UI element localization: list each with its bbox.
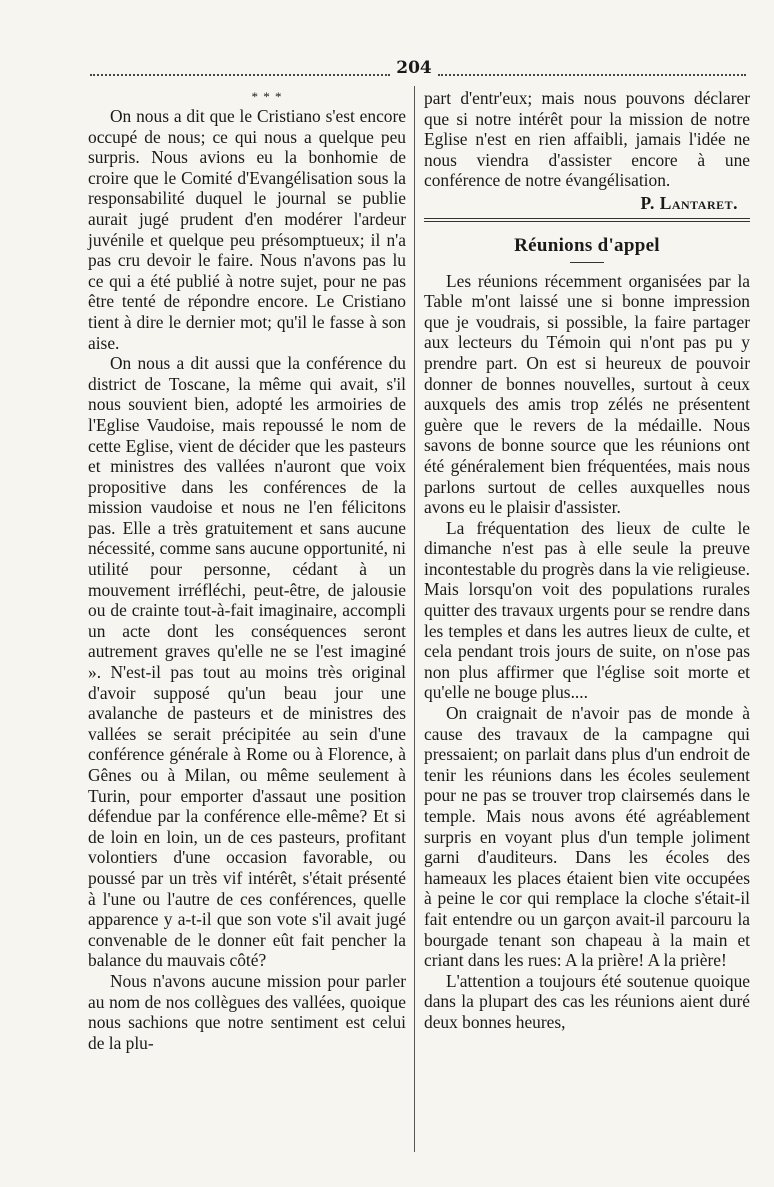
paragraph: On nous a dit aussi que la conférence du district de Toscane, la même qui avait, s'il nous souvient bien, adopté les armoiries de l'Eglise Vaudoise, mais repoussé le nom de cette Eglise, vient de décider que les pasteurs et ministres des vallées n'auront que voix propositive dans les conférences de la mission vaudoise et nous ne l'en félicitons pas. Elle a très gratuitement et sans aucune nécessité, comme sans aucune opportunité, ni utilité pour personne, cédant à un mouvement irréfléchi, peut-être, de jalousie ou de crainte tout-à-fait imaginaire, accompli un acte dont les conséquences seront autrement graves qu'elle ne se l'est imaginé ». N'est-il pas tout au moins très original d'avoir supposé qu'un beau jour une avalanche de pasteurs et de ministres des vallées se serait précipitée au sein d'une conférence générale à Rome ou à Florence, à Gênes ou à Milan, ou même seulement à Turin, pour emporter d'assaut une position défendue par la conférence elle-même? Et si de loin en loin, un de ces pasteurs, profitant volontiers d'une occasion favorable, ou poussé par un très vif intérêt, s'était présenté à l'une ou l'autre de ces conférences, quelle apparence y a-t-il que son vote s'il avait jugé convenable de le donner eût fait pencher la balance du mauvais côté? — [88, 353, 406, 971]
paragraph: L'attention a toujours été soutenue quoique dans la plupart des cas les réunions aient duré deux bonnes heures, — [424, 970, 750, 1032]
paragraph: La fréquentation des lieux de culte le dimanche n'est pas à elle seule la preuve incontestable du progrès dans la vie religieuse. Mais lorsqu'on voit des populations rurales quitter des travaux urgents pour se rendre dans les temples et dans les autres lieux de culte, et cela pendant trois jours de suite, on n'ose pas non plus affirmer que l'église soit morte et qu'elle ne bouge plus.... — [424, 517, 750, 703]
asterism: * * * — [251, 89, 283, 104]
column-divider — [414, 86, 415, 1152]
header-rule-left — [90, 74, 390, 76]
left-column — [88, 88, 406, 1053]
section-title: Réunions d'appel — [514, 234, 660, 256]
paragraph: Les réunions récemment organisées par la Table m'ont laissé une si bonne impression que je voudrais, si possible, la faire partager aux lecteurs du Témoin qui n'ont pas pu y prendre part. On est si heureux de pouvoir donner de bonnes nouvelles, surtout à ceux auxquels des amis trop zélés ne présentent guère que le revers de la médaille. Nous savons de bonne source que les réunions ont été généralement bien fréquentées, mais nous parlons surtout de celles auxquelles nous avons eu le plaisir d'assister. — [424, 270, 750, 518]
header-rule-right — [438, 74, 746, 76]
section-separator — [424, 218, 750, 222]
right-column — [424, 88, 750, 1033]
page-header — [90, 58, 746, 80]
continued-paragraph: part d'entr'eux; mais nous pouvons déclarer que si notre intérêt pour la mission de notre Eglise n'est en rien affaibli, jamais l'idée ne nous viendra d'assister encore à une conférence de notre évangélisation. — [424, 88, 750, 191]
paragraph: Nous n'avons aucune mission pour parler au nom de nos collègues des vallées, quoique nous sachions que notre sentiment est celui de la plu- — [88, 970, 406, 1053]
paragraph: On nous a dit que le Cristiano s'est encore occupé de nous; ce qui nous a quelque peu surpris. Nous avions eu la bonhomie de croire que le Comité d'Evangélisation sous la responsabilité duquel le journal se publie aurait jugé prudent d'en modérer l'ardeur juvénile et quelque peu présomptueux; il n'a pas cru devoir le faire. Nous n'avons pas lu ce qui a été publié à notre sujet, pour ne pas être tenté de répondre encore. Le Cristiano tient à dire le dernier mot; qu'il le fasse à son aise. — [88, 106, 406, 353]
page-number: 204 — [396, 58, 432, 78]
author-signature: P. Lantaret. — [640, 192, 738, 213]
title-underline — [570, 262, 604, 263]
paragraph: On craignait de n'avoir pas de monde à cause des travaux de la campagne qui pressaient; on parlait dans plus d'un endroit de tenir les réunions dans les écoles seulement pour ne pas se trouver trop clairsemés dans le temple. Mais nous avons été agréablement surpris en voyant plus d'un temple joliment garni d'auditeurs. Dans les écoles des hameaux les places étaient bien vite occupées à peine le cor qui remplace la cloche s'était-il fait entendre ou un garçon avait-il parcouru la bourgade tenant son chapeau à la main et criant dans les rues: A la prière! A la prière! — [424, 703, 750, 971]
